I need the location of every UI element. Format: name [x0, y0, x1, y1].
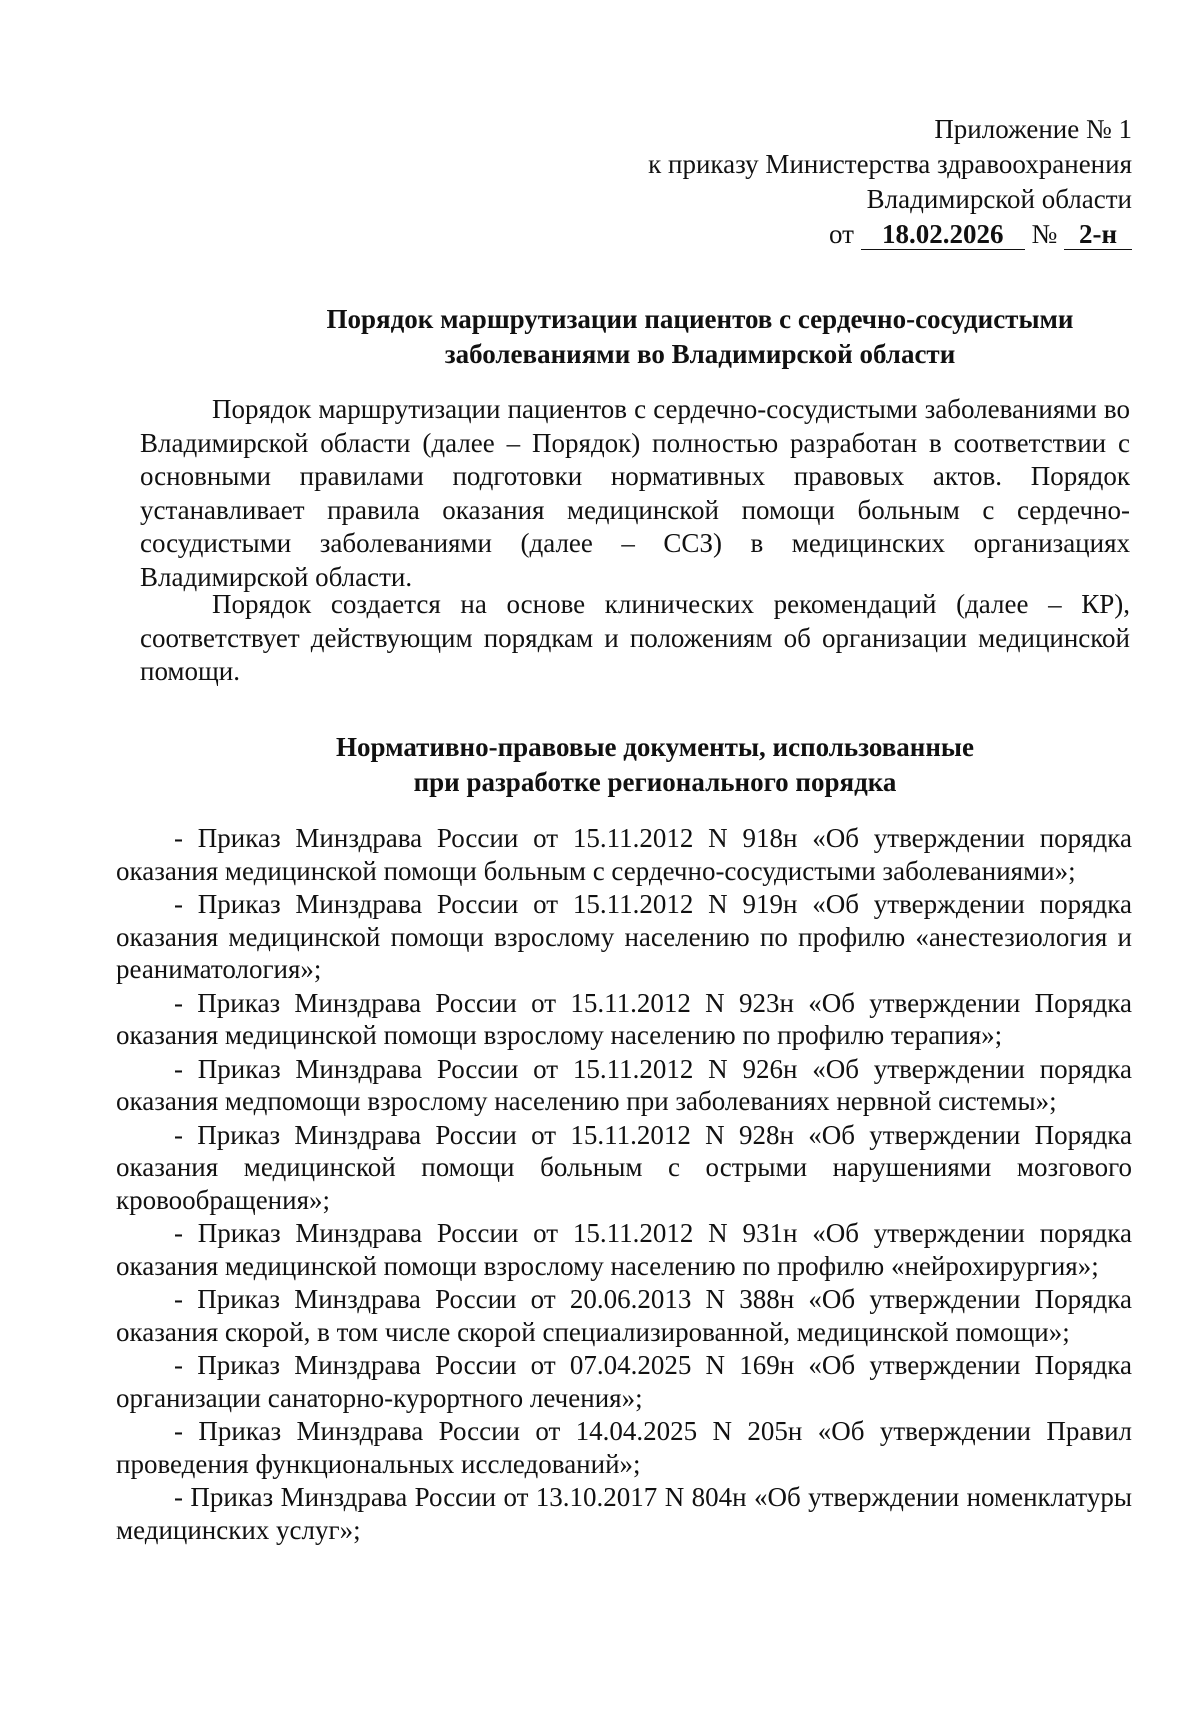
appendix-date-line [648, 217, 1132, 252]
list-item: - Приказ Минздрава России от 15.11.2012 N 931н «Об утверждении порядка оказания медицинской помощи взрослому населению по профилю «нейрохирургия»; [116, 1218, 1132, 1281]
document-title-line2: заболеваниями во Владимирской области [444, 339, 956, 369]
appendix-order-ref: к приказу Министерства здравоохранения [648, 149, 1132, 179]
list-item: - Приказ Минздрава России от 15.11.2012 N 928н «Об утверждении Порядка оказания медицинской помощи больным с острыми нарушениями мозгового кровообращения»; [116, 1119, 1132, 1215]
document-title [0, 302, 1200, 372]
intro-paragraph-1: Порядок маршрутизации пациентов с сердечно-сосудистыми заболеваниями во Владимирской области (далее – Порядок) полностью разработан в соответствии с основными правилами подготовки нормативных правовых актов. Порядок устанавливает правила оказания медицинской помощи больным с сердечно-сосудистыми заболеваниями (далее – ССЗ) в медицинских организациях Владимирской области. [140, 394, 1130, 592]
section-title-line2: при разработке регионального порядка [413, 767, 897, 797]
appendix-header [648, 112, 1132, 252]
list-item: - Приказ Минздрава России от 13.10.2017 N 804н «Об утверждении номенклатуры медицинских услуг»; [116, 1482, 1132, 1545]
appendix-number: Приложение № 1 [934, 114, 1132, 144]
order-number: 2-н [1064, 219, 1132, 250]
order-date: 18.02.2026 [861, 219, 1025, 250]
section-title [0, 730, 1200, 800]
section-title-line1: Нормативно-правовые документы, использованные [336, 732, 974, 762]
number-prefix: № [1031, 219, 1058, 249]
list-item: - Приказ Минздрава России от 15.11.2012 N 918н «Об утверждении порядка оказания медицинской помощи больным с сердечно-сосудистыми заболеваниями»; [116, 823, 1132, 886]
list-item: - Приказ Минздрава России от 15.11.2012 N 926н «Об утверждении порядка оказания медпомощи взрослому населению при заболеваниях нервной системы»; [116, 1053, 1132, 1116]
appendix-region: Владимирской области [866, 184, 1132, 214]
list-item: - Приказ Минздрава России от 14.04.2025 N 205н «Об утверждении Правил проведения функциональных исследований»; [116, 1416, 1132, 1479]
document-title-line1: Порядок маршрутизации пациентов с сердечно-сосудистыми [326, 304, 1074, 334]
intro-paragraph-2: Порядок создается на основе клинических рекомендаций (далее – КР), соответствует действующим порядкам и положениям об организации медицинской помощи. [140, 589, 1130, 686]
list-item: - Приказ Минздрава России от 15.11.2012 N 919н «Об утверждении порядка оказания медицинской помощи взрослому населению по профилю «анестезиология и реаниматология»; [116, 889, 1132, 984]
list-item: - Приказ Минздрава России от 15.11.2012 N 923н «Об утверждении Порядка оказания медицинской помощи взрослому населению по профилю терапия»; [116, 987, 1132, 1050]
list-item: - Приказ Минздрава России от 07.04.2025 N 169н «Об утверждении Порядка организации санаторно-курортного лечения»; [116, 1350, 1132, 1413]
list-item: - Приказ Минздрава России от 20.06.2013 N 388н «Об утверждении Порядка оказания скорой, в том числе скорой специализированной, медицинской помощи»; [116, 1284, 1132, 1347]
documents-list [116, 822, 1132, 1547]
date-prefix: от [829, 219, 854, 249]
